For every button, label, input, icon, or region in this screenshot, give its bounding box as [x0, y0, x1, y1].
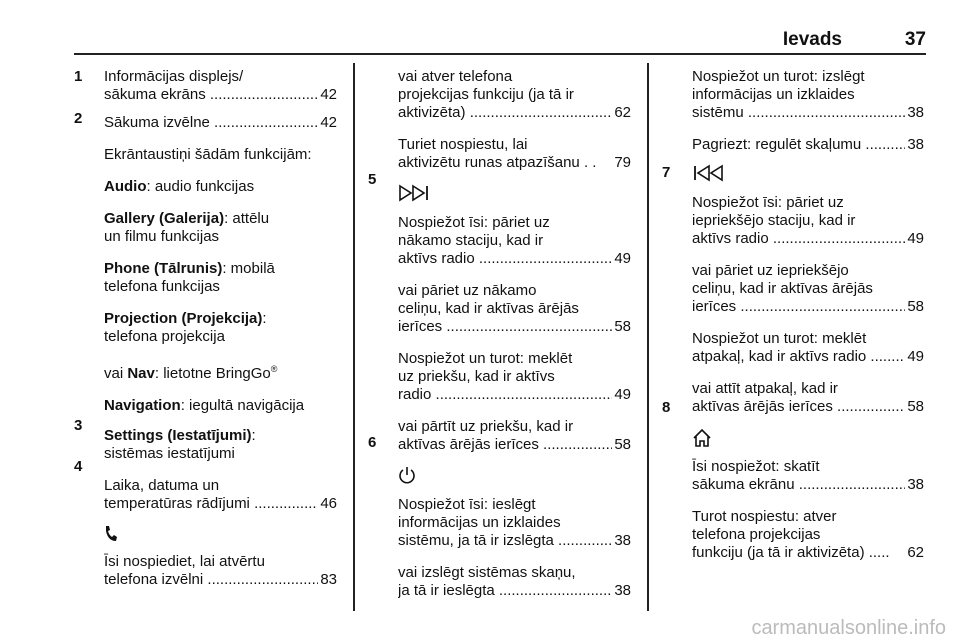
item-number: 8 [662, 399, 671, 416]
paragraph: vai attīt atpakaļ, kad ir aktīvas ārējās ierīces ..... 58 [692, 380, 924, 416]
header-rule [74, 53, 926, 55]
home-icon [692, 428, 924, 450]
page-ref: 49 [907, 348, 924, 365]
phone-icon [104, 525, 337, 545]
page-ref: 58 [614, 318, 631, 335]
page-ref: 38 [614, 532, 631, 549]
column-2 [398, 68, 631, 610]
page-ref: 49 [614, 386, 631, 403]
page-ref: 38 [907, 104, 924, 121]
paragraph: Nospiežot īsi: ieslēgt informācijas un izklaides sistēmu, ja tā ir izslēgta ..... 38 [398, 496, 631, 550]
page-ref: 58 [907, 298, 924, 315]
item-number: 5 [368, 171, 377, 188]
paragraph: vai Nav: lietotne BringGo® [104, 364, 278, 382]
item-number: 3 [74, 417, 83, 434]
previous-track-icon [692, 164, 924, 184]
page-ref: 38 [907, 476, 924, 493]
item-number: 6 [368, 434, 377, 451]
page-ref: 49 [907, 230, 924, 247]
next-track-icon [398, 184, 631, 204]
column-1 [104, 68, 337, 599]
page-ref: 58 [614, 436, 631, 453]
page-ref: 42 [320, 86, 337, 103]
item-number: 7 [662, 164, 671, 181]
paragraph: vai pārtīt uz priekšu, kad ir aktīvas ārējās ierīces ..... 58 [398, 418, 631, 454]
list-item: Īsi nospiediet, lai atvērtu telefona izvēlni ..... 83 [104, 553, 337, 589]
paragraph: vai atver telefona projekcijas funkciju (ja tā ir aktivizēta) ..... 62 [398, 68, 631, 122]
list-item: Laika, datuma un temperatūras rādījumi ..... 46 [104, 477, 337, 513]
page-ref: 49 [614, 250, 631, 267]
paragraph: Navigation: iegultā navigācija [104, 397, 305, 414]
paragraph: Nospiežot un turot: meklēt uz priekšu, kad ir aktīvs radio ..... 49 [398, 350, 631, 404]
paragraph: Nospiežot un turot: meklēt atpakaļ, kad ir aktīvs radio ..... 49 [692, 330, 924, 366]
paragraph: Ekrāntaustiņi šādām funkcijām: [104, 146, 312, 163]
column-divider [647, 63, 649, 611]
list-item: Sākuma izvēlne ..... 42 [104, 114, 337, 132]
paragraph: Audio: audio funkcijas [104, 178, 255, 195]
paragraph: Turiet nospiestu, lai aktivizētu runas atpazīšanu . . 79 [398, 136, 631, 171]
paragraph: Pagriezt: regulēt skaļumu ..... 38 [692, 136, 924, 154]
paragraph: Phone (Tālrunis): mobilā telefona funkcijas [104, 260, 275, 295]
page-ref: 42 [320, 114, 337, 131]
page-ref: 46 [320, 495, 337, 512]
paragraph: Nospiežot un turot: izslēgt informācijas un izklaides sistēmu ..... 38 [692, 68, 924, 122]
list-item: Informācijas displejs/ sākuma ekrāns ..... 42 [104, 68, 337, 104]
column-3 [692, 68, 924, 572]
paragraph: Gallery (Galerija): attēlu un filmu funkcijas [104, 210, 270, 245]
item-number: 1 [74, 68, 83, 85]
watermark: carmanualsonline.info [751, 617, 946, 639]
paragraph: Nospiežot īsi: pāriet uz nākamo staciju, kad ir aktīvs radio ..... 49 [398, 214, 631, 268]
item-number: 4 [74, 458, 83, 475]
paragraph: vai pāriet uz nākamo celiņu, kad ir aktīvas ārējās ierīces ..... 58 [398, 282, 631, 336]
paragraph: Projection (Projekcija): telefona projekcija [104, 310, 267, 345]
page-ref: 79 [614, 154, 631, 171]
power-icon [398, 466, 631, 486]
page-ref: 58 [907, 398, 924, 415]
paragraph: Turot nospiestu: atver telefona projekcijas funkciju (ja tā ir aktivizēta) ..... 62 [692, 508, 924, 561]
column-divider [353, 63, 355, 611]
page-ref: 62 [907, 544, 924, 561]
page-number: 37 [904, 29, 926, 50]
page-ref: 38 [614, 582, 631, 599]
paragraph: Īsi nospiežot: skatīt sākuma ekrānu ..... 38 [692, 458, 924, 494]
item-number: 2 [74, 110, 83, 127]
section-title: Ievads [782, 29, 842, 50]
page-ref: 83 [320, 571, 337, 588]
paragraph: Nospiežot īsi: pāriet uz iepriekšējo staciju, kad ir aktīvs radio ..... 49 [692, 194, 924, 248]
paragraph: vai izslēgt sistēmas skaņu, ja tā ir ieslēgta ..... 38 [398, 564, 631, 600]
page-ref: 38 [907, 136, 924, 153]
page-ref: 62 [614, 104, 631, 121]
paragraph: Settings (Iestatījumi): sistēmas iestatījumi [104, 427, 256, 462]
paragraph: vai pāriet uz iepriekšējo celiņu, kad ir aktīvas ārējās ierīces ..... 58 [692, 262, 924, 316]
